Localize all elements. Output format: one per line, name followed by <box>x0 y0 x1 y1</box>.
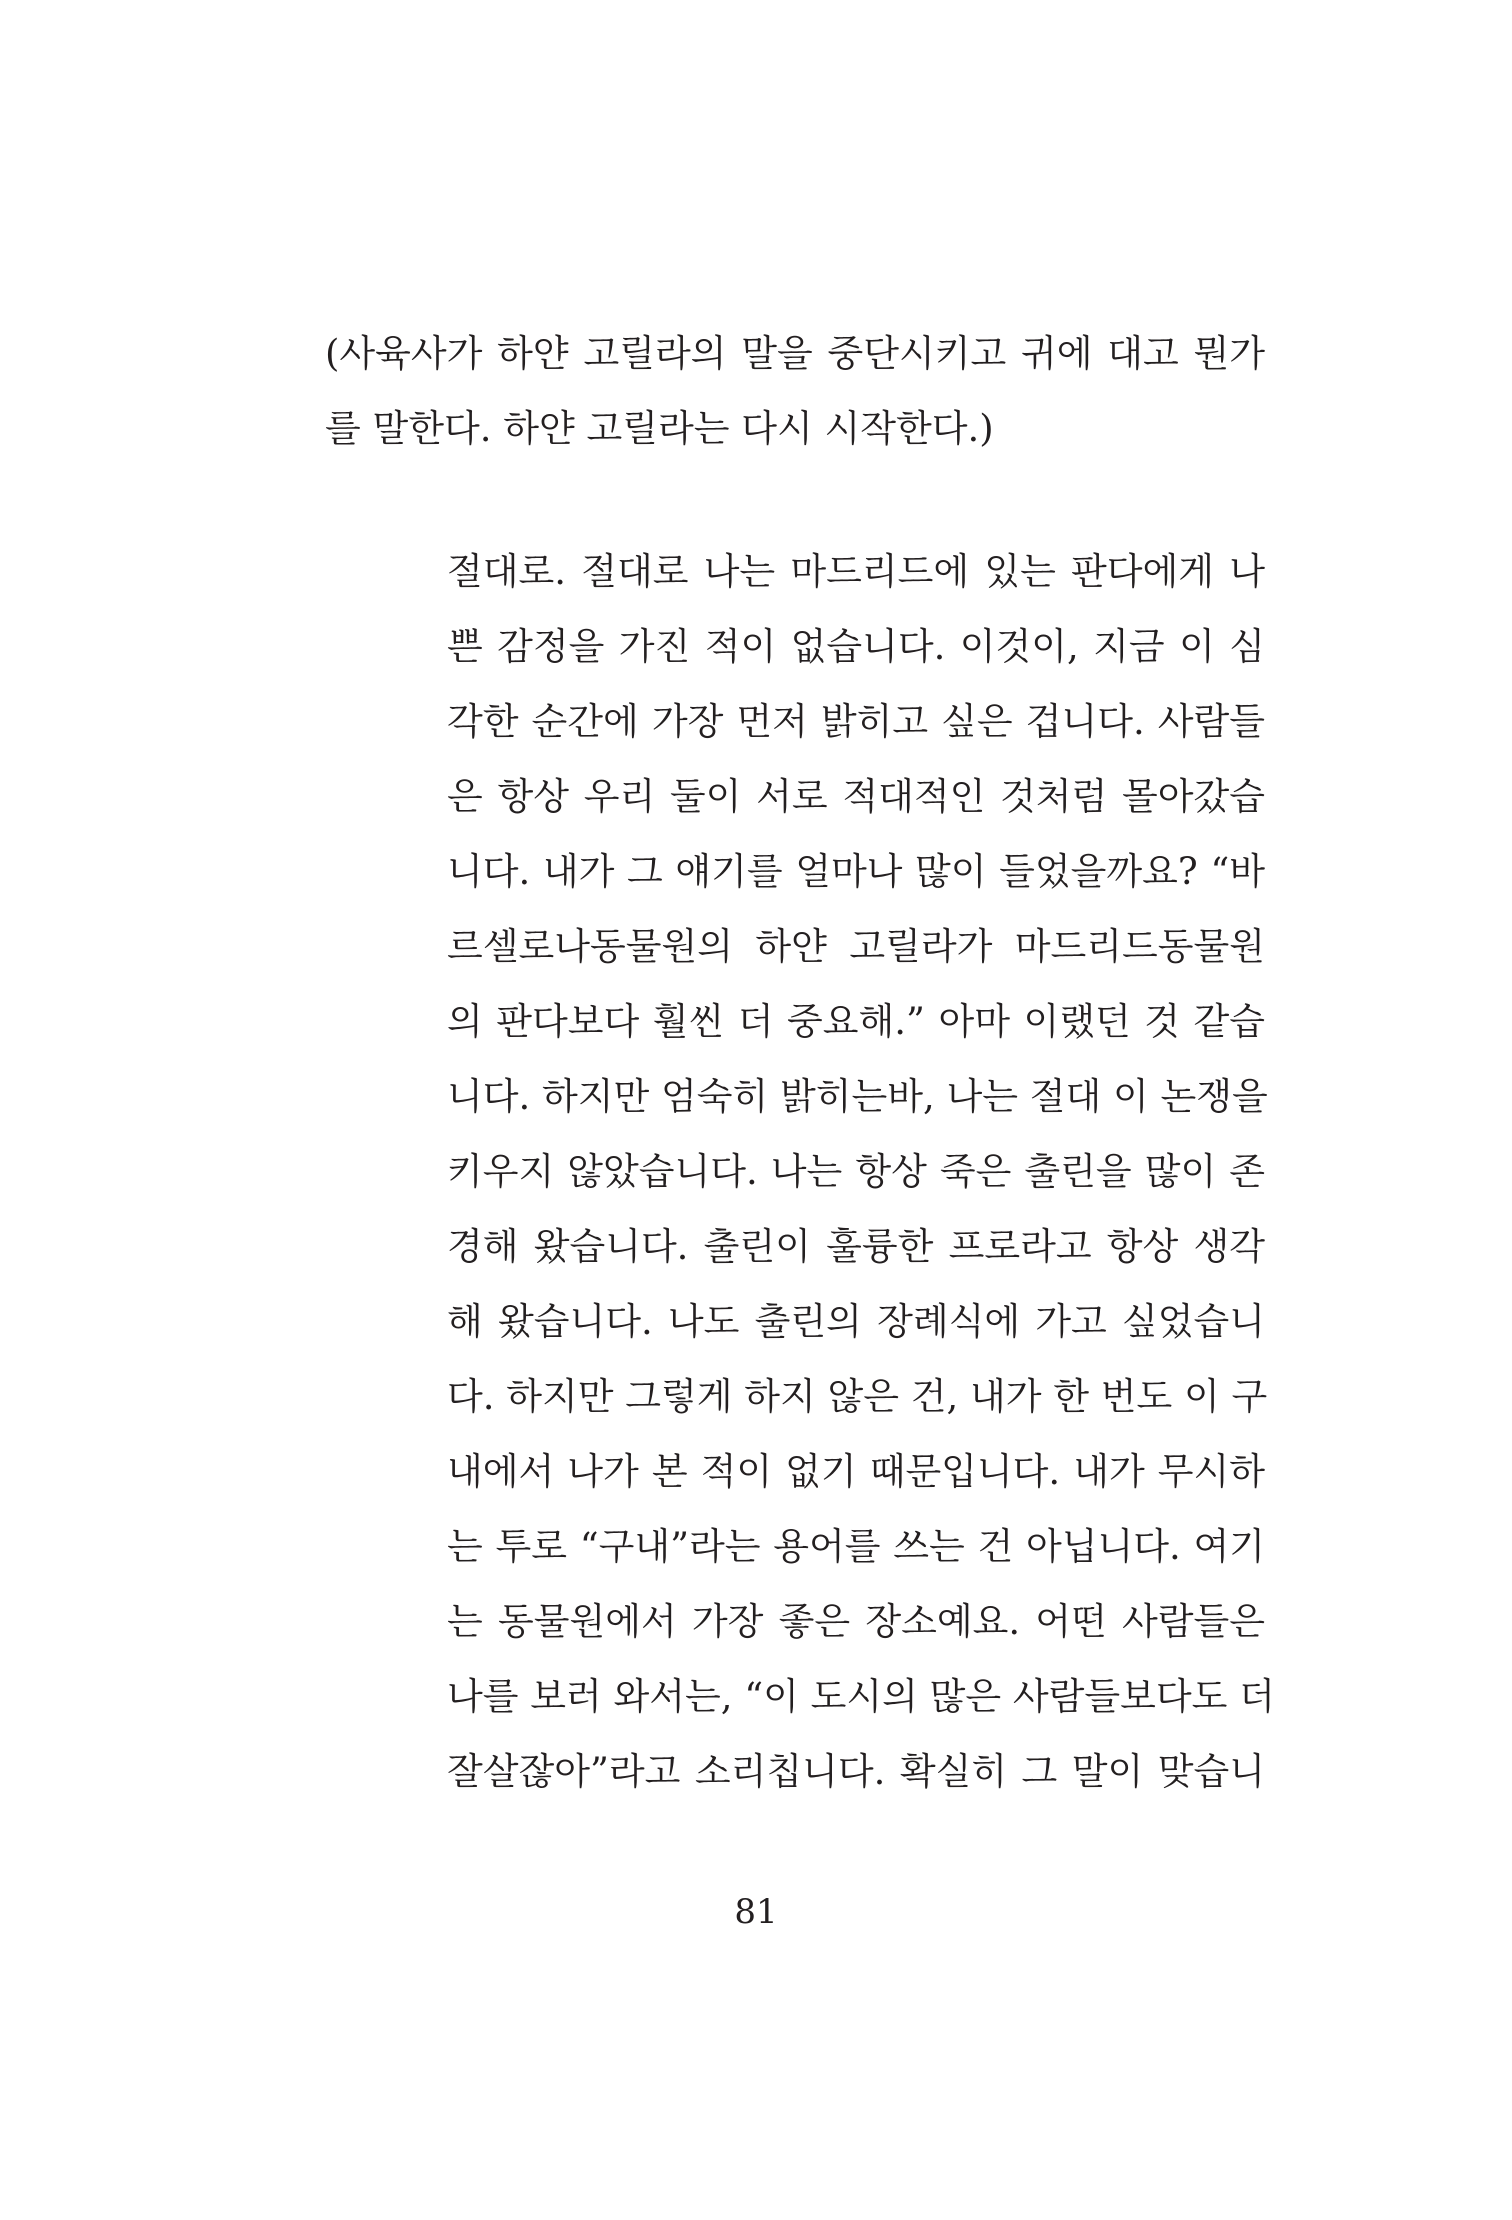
speech-line: 각한 순간에 가장 먼저 밝히고 싶은 겁니다. 사람들 <box>447 700 1265 743</box>
speech-line: 잘살잖아”라고 소리칩니다. 확실히 그 말이 맞습니 <box>447 1750 1265 1793</box>
speech-line: 키우지 않았습니다. 나는 항상 죽은 출린을 많이 존 <box>447 1150 1265 1193</box>
speech-line: 니다. 하지만 엄숙히 밝히는바, 나는 절대 이 논쟁을 <box>447 1075 1268 1118</box>
speech-line: 쁜 감정을 가진 적이 없습니다. 이것이, 지금 이 심 <box>447 625 1265 668</box>
speech-line: 는 투로 “구내”라는 용어를 쓰는 건 아닙니다. 여기 <box>447 1525 1265 1568</box>
speech-line: 다. 하지만 그렇게 하지 않은 건, 내가 한 번도 이 구 <box>447 1375 1268 1418</box>
speech-line: 니다. 내가 그 얘기를 얼마나 많이 들었을까요? “바 <box>447 850 1265 893</box>
stage-direction-line: 를 말한다. 하얀 고릴라는 다시 시작한다.) <box>325 407 994 450</box>
speech-line: 내에서 나가 본 적이 없기 때문입니다. 내가 무시하 <box>447 1450 1265 1493</box>
speech-line: 는 동물원에서 가장 좋은 장소예요. 어떤 사람들은 <box>447 1600 1265 1643</box>
speech-line: 나를 보러 와서는, “이 도시의 많은 사람들보다도 더 <box>447 1675 1275 1718</box>
speech-line: 의 판다보다 훨씬 더 중요해.” 아마 이랬던 것 같습 <box>447 1000 1265 1043</box>
speech-line: 경해 왔습니다. 출린이 훌륭한 프로라고 항상 생각 <box>447 1225 1265 1268</box>
speech-line: 절대로. 절대로 나는 마드리드에 있는 판다에게 나 <box>447 550 1265 593</box>
speech-line: 르셀로나동물원의 하얀 고릴라가 마드리드동물원 <box>447 925 1265 968</box>
stage-direction-line: (사육사가 하얀 고릴라의 말을 중단시키고 귀에 대고 뭔가 <box>325 332 1265 375</box>
speech-line: 은 항상 우리 둘이 서로 적대적인 것처럼 몰아갔습 <box>447 775 1265 818</box>
speech-line: 해 왔습니다. 나도 출린의 장례식에 가고 싶었습니 <box>447 1300 1265 1343</box>
page-number: 81 <box>734 1892 778 1932</box>
